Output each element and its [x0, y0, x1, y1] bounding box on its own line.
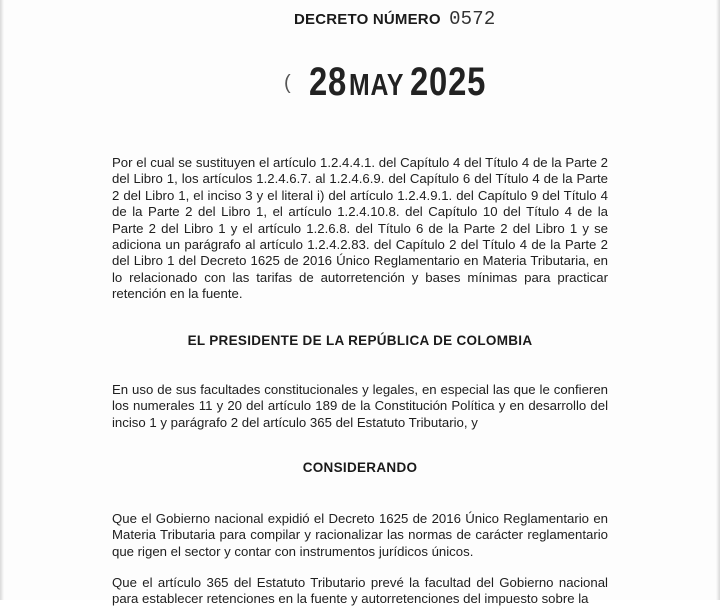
date-stamp-day: 28 [308, 60, 347, 104]
president-heading: EL PRESIDENTE DE LA REPÚBLICA DE COLOMBIA [187, 333, 533, 348]
date-stamp-month: MAY [349, 67, 405, 102]
decree-label: DECRETO NÚMERO [294, 11, 441, 28]
considerando-paragraph-2: Que el artículo 365 del Estatuto Tributario prevé la facultad del Gobierno nacional para establecer retenciones en la fuente y autorretenciones del impuesto sobre la [112, 575, 608, 607]
decree-header [294, 8, 496, 30]
considerando-heading: CONSIDERANDO [302, 460, 418, 475]
page-edge-shadow-right [716, 0, 720, 600]
date-stamp-paren: ( [284, 72, 291, 94]
decree-number: 0572 [449, 8, 496, 30]
decree-summary-paragraph: Por el cual se sustituyen el artículo 1.2.4.4.1. del Capítulo 4 del Título 4 de la Parte 2 del Libro 1, los artículos 1.2.4.6.7. al 1.2.4.6.9. del Capítulo 6 del Título 4 de la Parte 2 del Libro 1, el inciso 3 y el literal i) del artículo 1.2.4.9.1. del Capítulo 9 del Título 4 de la Parte 2 del Libro 1, el artículo 1.2.4.10.8. del Capítulo 10 del Título 4 de la Parte 2 del Libro 1 y el artículo 1.2.6.8. del Título 6 de la Parte 2 del Libro 1 y se adiciona un parágrafo al artículo 1.2.4.2.83. del Capítulo 2 del Título 4 de la Parte 2 del Libro 1 del Decreto 1625 de 2016 Único Reglamentario en Materia Tributaria, en lo relacionado con las tarifas de autorretención y bases mínimas para practicar retención en la fuente. [112, 155, 608, 302]
date-stamp [284, 60, 503, 105]
date-stamp-year: 2025 [410, 60, 487, 104]
considerando-paragraph-1: Que el Gobierno nacional expidió el Decreto 1625 de 2016 Único Reglamentario en Materia Tributaria para compilar y racionalizar las normas de carácter reglamentario que rigen el sector y contar con instrumentos jurídicos únicos. [112, 511, 608, 559]
authority-paragraph: En uso de sus facultades constitucionales y legales, en especial las que le confieren los numerales 11 y 20 del artículo 189 de la Constitución Política y en desarrollo del inciso 1 y parágrafo 2 del artículo 365 del Estatuto Tributario, y [112, 382, 608, 430]
page-edge-shadow-left [0, 0, 4, 600]
